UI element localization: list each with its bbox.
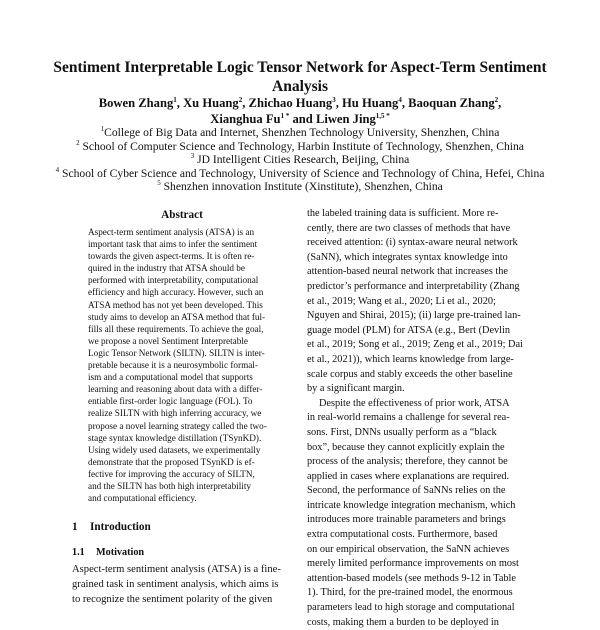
body-line: et al., 2019; Wang et al., 2020; Li et al., 2020; [307,295,496,307]
title-line-1: Sentiment Interpretable Logic Tensor Network for Aspect-Term Sentiment [53,59,547,76]
body-line: Nguyen and Shirai, 2015); (ii) large pre-trained lan- [307,310,521,322]
abstract-line: propose a novel learning strategy called the two- [88,420,267,431]
right-column [307,207,529,630]
separator: , [242,96,246,110]
section-title: Introduction [90,521,151,533]
separator: , [176,96,180,110]
affiliation [20,167,580,181]
paragraph-2 [307,397,529,630]
affiliation-text: College of Big Data and Internet, Shenzhen Technology University, Shenzhen, China [104,126,500,139]
body-line: to recognize the sentiment polarity of the given [72,594,273,605]
body-line: by a significant margin. [307,383,405,395]
body-line: predictor’s performance and interpretability (Zhang [307,280,520,292]
body-line: applied in cases where explanations are required. [307,470,510,482]
abstract-line: efficiency and high accuracy. However, such an [88,287,264,298]
abstract-line: performed with interpretability, computational [88,275,259,286]
body-line: intricate knowledge integration mechanism, which [307,499,516,511]
author-name: Bowen Zhang [98,96,174,110]
body-line: Aspect-term sentiment analysis (ATSA) is a fine- [72,564,281,575]
author-name: Xu Huang [183,96,239,110]
separator: , [335,96,339,110]
body-line: parameters lead to high storage and computational [307,602,515,614]
affiliation-sup: 2 [76,138,80,147]
body-line: sons. First, DNNs usually perform as a “black [307,426,497,438]
affiliation-text: Shenzhen innovation Institute (Xinstitute), Shenzhen, China [163,180,443,194]
abstract-line: and the SILTN has both high interpretability [88,480,251,491]
author-line-1 [40,96,560,112]
subsection-number: 1.1 [72,547,85,558]
body-line: box”, because they cannot explicitly explain the [307,441,505,453]
abstract-line: demonstrate that the proposed TSynKD is ef- [88,456,255,467]
affiliation [20,140,580,154]
affiliation-sup: 1 [100,125,105,134]
abstract-line: ism and a computational model that supports [88,372,253,383]
body-line: Second, the performance of SaNNs relies on the [307,485,506,497]
abstract-line: fills all these requirements. To achieve the goal, [88,323,264,334]
separator: , [498,96,502,110]
separator: , [401,96,406,110]
separator: and [292,111,313,126]
author-sup: 4 [398,95,402,104]
abstract-line: pretable because it is a neurosymbolic formal- [88,360,258,371]
body-line: the labeled training data is sufficient. More re- [307,208,499,219]
body-line: costs, making them a burden to be deployed in [307,616,499,628]
abstract-body [88,226,278,504]
body-line: merely limited performance improvements on most [307,558,519,570]
body-line: grained task in sentiment analysis, which aims is [72,579,279,590]
body-line: cently, there are two classes of methods that have [307,222,511,234]
author-name: Xianghua Fu [210,111,281,126]
author-name: Hu Huang [342,96,399,110]
body-line: introduces more trainable parameters and brings [307,514,506,526]
abstract-line: Using widely used datasets, we experimentally [88,444,261,455]
affiliation-text: School of Computer Science and Technology, Harbin Institute of Technology, Shenzhen, China [82,139,524,153]
body-line: guage model (PLM) for ATSA (e.g., Bert (Devlin [307,324,511,336]
body-line: on our empirical observation, the SaNN achieves [307,543,510,555]
author-sup: 2 [494,95,499,104]
affiliation-text: School of Cyber Science and Technology, University of Science and Technology of China, Hefei, China [62,166,545,180]
abstract-line: learning and reasoning about data with a differ- [88,384,263,395]
author-sup: 1 [173,95,177,104]
abstract-line: and computational efficiency. [88,493,197,504]
body-line: et al., 2021)), which learns knowledge from large- [307,353,514,365]
section-heading [72,521,151,533]
affiliation [20,126,580,140]
paragraph-1 [307,207,529,397]
abstract-line: study aims to develop an ATSA method that ful- [88,311,266,322]
abstract-line: towards the given aspect-terms. It is often re- [88,251,255,262]
abstract-line: Logic Tensor Network (SILTN). SILTN is inter- [88,347,265,358]
body-line: scale corpus and stably exceeds the other baseline [307,368,513,380]
abstract-heading: Abstract [161,209,203,221]
abstract-line: fective for improving the accuracy of SILTN, [88,468,255,479]
abstract-line: quired in the industry that ATSA should be [88,263,245,274]
author-name: Liwen Jing [315,111,376,126]
body-line: attention-based neural network that increases the [307,266,508,278]
intro-body-left [72,562,294,607]
affiliation-sup: 5 [157,179,161,188]
affiliation-sup: 3 [190,152,195,161]
subsection-heading [72,547,144,558]
affiliation [20,180,580,194]
author-sup: 2 [238,95,243,104]
affiliation-text: JD Intelligent Cities Research, Beijing, China [197,153,410,167]
abstract-line: realize SILTN with high inferring accuracy, we [88,408,262,419]
subsection-title: Motivation [96,547,145,558]
body-line: received attention: (i) syntax-aware neural network [307,237,518,249]
author-name: Zhichao Huang [248,96,333,110]
body-line: attention-based models (see methods 9-12 in Table [307,572,516,584]
affiliation-sup: 4 [55,165,60,174]
author-sup: 1,5 * [375,111,390,120]
affiliation [20,153,580,167]
paper-title [40,58,560,96]
abstract-line: we propose a novel Sentiment Interpretable [88,335,248,346]
author-sup: 3 [332,95,336,104]
body-line: 1). Third, for the pre-trained model, the enormous [307,587,513,599]
abstract-line: stage syntax knowledge distillation (TSynKD). [88,432,262,443]
author-name: Baoquan Zhang [408,96,495,110]
abstract-line: important task that aims to infer the sentiment [88,239,258,250]
body-line: Despite the effectiveness of prior work, ATSA [319,397,510,409]
body-line: process of the analysis; therefore, they cannot be [307,456,508,468]
author-line-2 [40,112,560,128]
body-line: (SaNN), which integrates syntax knowledge into [307,251,508,263]
author-sup: 1 * [280,111,290,120]
abstract-line: entiable first-order logic language (FOL). To [88,396,253,407]
section-number: 1 [72,521,78,533]
title-line-2: Analysis [272,78,328,95]
abstract-line: Aspect-term sentiment analysis (ATSA) is an [88,227,255,237]
body-line: extra computational costs. Furthermore, based [307,529,498,541]
affiliations [20,126,580,194]
abstract-line: ATSA method has not yet been developed. This [88,299,263,310]
author-list [40,96,560,127]
body-line: in real-world remains a challenge for several rea- [307,412,510,424]
body-line: et al., 2019; Song et al., 2019; Zeng et al., 2019; Dai [307,339,523,351]
